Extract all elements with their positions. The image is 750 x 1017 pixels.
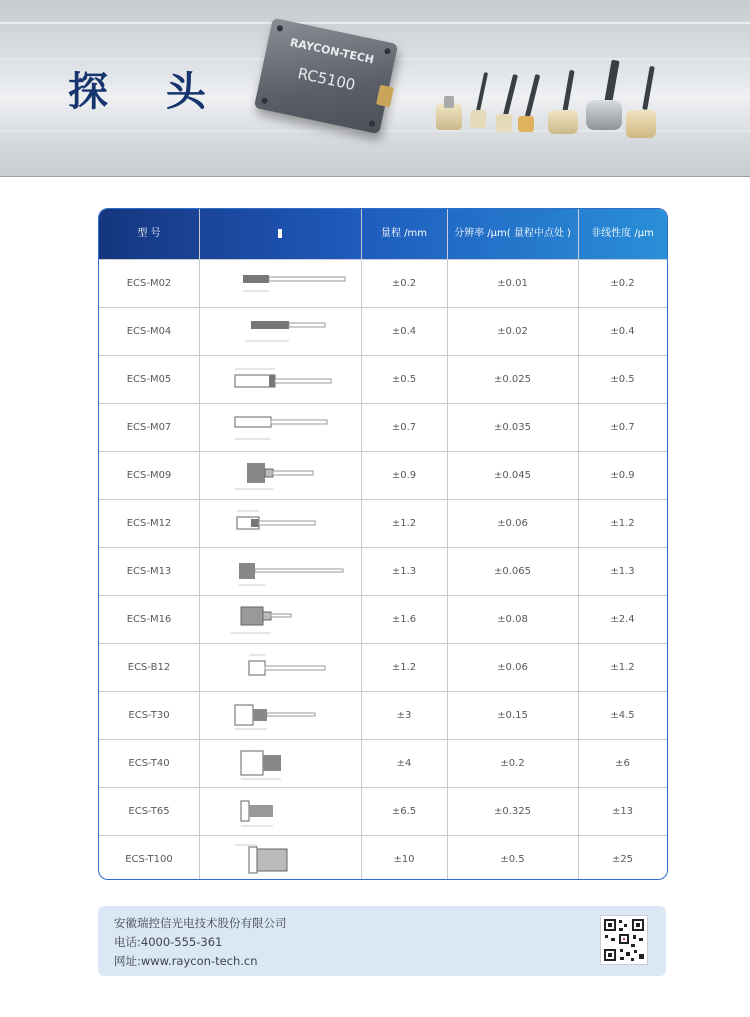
table-row <box>99 787 667 836</box>
table-row <box>99 307 667 356</box>
cell-resolution: ±0.06 <box>497 518 528 529</box>
cell-range: ±1.6 <box>391 614 417 625</box>
banner-streak <box>0 22 750 24</box>
cell-nonlinearity: ±0.2 <box>610 278 635 289</box>
qr-code-icon <box>600 915 648 965</box>
phone-text: 电话:4000-555-361 <box>114 935 223 949</box>
screw-icon <box>369 120 376 127</box>
cell-model: ECS-T40 <box>128 758 170 769</box>
cell-drawing <box>199 452 361 500</box>
cell-range: ±1.2 <box>391 662 417 673</box>
cell-resolution: ±0.2 <box>500 758 525 769</box>
col-header-range: 量程 /mm <box>380 228 428 239</box>
cell-resolution: ±0.5 <box>500 854 525 865</box>
probe-spec-table <box>98 208 668 880</box>
table-row <box>99 259 667 308</box>
cell-model: ECS-M09 <box>126 470 172 481</box>
cell-nonlinearity: ±1.3 <box>610 566 635 577</box>
table-row <box>99 595 667 644</box>
cell-drawing <box>199 308 361 356</box>
cell-nonlinearity: ±1.2 <box>610 662 635 673</box>
cell-nonlinearity: ±2.4 <box>610 614 635 625</box>
probe-drawing-image <box>221 411 346 445</box>
cell-drawing <box>199 788 361 836</box>
cell-model: ECS-T30 <box>128 710 170 721</box>
cell-resolution: ±0.02 <box>497 326 528 337</box>
probe-drawing-image <box>221 459 346 493</box>
cell-model: ECS-M02 <box>126 278 172 289</box>
cell-range: ±0.5 <box>391 374 417 385</box>
cell-range: ±0.2 <box>391 278 417 289</box>
website-link[interactable]: 网址:www.raycon-tech.cn <box>114 954 258 968</box>
cell-drawing <box>199 356 361 404</box>
header-marker-icon <box>278 229 282 238</box>
cell-range: ±1.3 <box>391 566 417 577</box>
cell-model: ECS-M07 <box>126 422 172 433</box>
col-header-nonlinearity: 非线性度 /μm <box>591 228 654 239</box>
cell-model: ECS-T100 <box>125 854 173 865</box>
cell-range: ±10 <box>393 854 415 865</box>
probe-drawing-image <box>221 267 346 301</box>
probe-drawing-image <box>221 843 346 877</box>
cell-range: ±1.2 <box>391 518 417 529</box>
device-brand: RAYCON-TECH <box>288 35 376 67</box>
probe-drawing-image <box>221 603 346 637</box>
cell-resolution: ±0.06 <box>497 662 528 673</box>
cell-range: ±0.7 <box>391 422 417 433</box>
probe-drawing-image <box>221 795 346 829</box>
device-model: RC5100 <box>296 64 357 95</box>
cell-model: ECS-M16 <box>126 614 172 625</box>
cell-range: ±3 <box>396 710 412 721</box>
cell-model: ECS-M04 <box>126 326 172 337</box>
probe-drawing-image <box>221 651 346 685</box>
cell-drawing <box>199 404 361 452</box>
cell-nonlinearity: ±0.5 <box>610 374 635 385</box>
cell-drawing <box>199 596 361 644</box>
cell-range: ±0.4 <box>391 326 417 337</box>
cell-nonlinearity: ±13 <box>611 806 634 817</box>
cell-resolution: ±0.01 <box>497 278 528 289</box>
table-row <box>99 499 667 548</box>
cell-resolution: ±0.325 <box>493 806 531 817</box>
cell-drawing <box>199 692 361 740</box>
cell-drawing <box>199 260 361 308</box>
cell-model: ECS-T65 <box>128 806 170 817</box>
screw-icon <box>276 25 283 32</box>
cell-nonlinearity: ±1.2 <box>610 518 635 529</box>
table-row <box>99 835 667 880</box>
cell-drawing <box>199 740 361 788</box>
cell-range: ±0.9 <box>391 470 417 481</box>
cell-resolution: ±0.025 <box>493 374 531 385</box>
cell-drawing <box>199 500 361 548</box>
cell-drawing <box>199 644 361 692</box>
cell-nonlinearity: ±0.4 <box>610 326 635 337</box>
cell-resolution: ±0.08 <box>497 614 528 625</box>
cell-nonlinearity: ±0.7 <box>610 422 635 433</box>
banner-divider <box>0 176 750 177</box>
cell-resolution: ±0.035 <box>493 422 531 433</box>
cell-model: ECS-M12 <box>126 518 172 529</box>
probe-drawing-image <box>221 699 346 733</box>
col-header-drawing <box>199 209 361 259</box>
contact-footer <box>98 906 666 976</box>
probe-drawing-image <box>221 363 346 397</box>
page-title: 探 头 <box>68 69 228 115</box>
cell-nonlinearity: ±4.5 <box>610 710 635 721</box>
table-row <box>99 643 667 692</box>
table-row <box>99 739 667 788</box>
cell-resolution: ±0.065 <box>493 566 531 577</box>
table-row <box>99 451 667 500</box>
table-row <box>99 355 667 404</box>
connector-image <box>376 85 394 107</box>
cell-resolution: ±0.045 <box>493 470 531 481</box>
table-row <box>99 547 667 596</box>
cell-model: ECS-M05 <box>126 374 172 385</box>
screw-icon <box>261 97 268 104</box>
cell-model: ECS-M13 <box>126 566 172 577</box>
probe-drawing-image <box>221 747 346 781</box>
table-header <box>99 209 667 259</box>
cell-range: ±4 <box>396 758 412 769</box>
cell-drawing <box>199 548 361 596</box>
table-row <box>99 691 667 740</box>
table-row <box>99 403 667 452</box>
probe-drawing-image <box>221 315 346 349</box>
hero-banner <box>0 0 750 177</box>
screw-icon <box>384 48 391 55</box>
cell-model: ECS-B12 <box>127 662 171 673</box>
cell-nonlinearity: ±0.9 <box>610 470 635 481</box>
cell-resolution: ±0.15 <box>497 710 528 721</box>
cell-nonlinearity: ±6 <box>615 758 630 769</box>
cell-drawing <box>199 836 361 880</box>
col-header-resolution: 分辨率 /μm( 量程中点处 ) <box>454 228 571 239</box>
company-name: 安徽瑞控信光电技术股份有限公司 <box>114 916 287 930</box>
cell-range: ±6.5 <box>391 806 417 817</box>
cell-nonlinearity: ±25 <box>611 854 634 865</box>
probe-drawing-image <box>221 555 346 589</box>
col-header-model: 型 号 <box>137 228 161 239</box>
probe-drawing-image <box>221 507 346 541</box>
controller-device-image <box>254 18 398 135</box>
